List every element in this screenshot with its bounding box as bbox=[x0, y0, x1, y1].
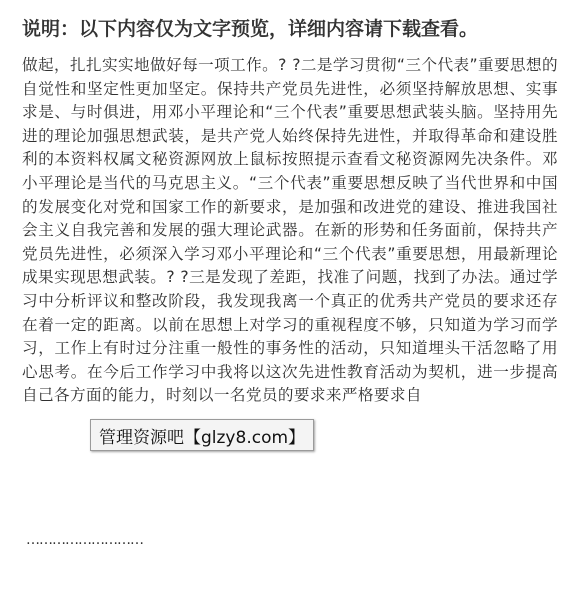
watermark-text: 管理资源吧【glzy8.com】 bbox=[99, 427, 306, 448]
continuation-ellipsis: ……………………… bbox=[26, 532, 143, 548]
watermark-stamp bbox=[90, 419, 314, 451]
document-body-text: 做起，扎扎实实地做好每一项工作。? ?二是学习贯彻“三个代表”重要思想的自觉性和坚定性更加坚定。保持共产党员先进性，必须坚持解放思想、实事求是、与时俱进，用邓小平理论和“三个代表”重要思想武装头脑。坚持用先进的理论加强思想武装，是共产党人始终保持先进性，并取得革命和建设胜利的本资料权属文秘资源网放上鼠标按照提示查看文秘资源网先决条件。邓小平理论是当代的马克思主义。“三个代表”重要思想反映了当代世界和中国的发展变化对党和国家工作的新要求，是加强和改进党的建设、推进我国社会主义自我完善和发展的强大理论武器。在新的形势和任务面前，保持共产党员先进性，必须深入学习邓小平理论和“三个代表”重要思想，用最新理论成果实现思想武装。? ?三是发现了差距，找准了问题，找到了办法。通过学习中分析评议和整改阶段，我发现我离一个真正的优秀共产党员的要求还存在着一定的距离。以前在思想上对学习的重视程度不够，只知道为学习而学习，工作上有时过分注重一般性的事务性的活动，只知道埋头干活忽略了用心思考。在今后工作学习中我将以这次先进性教育活动为契机，进一步提高自己各方面的能力，时刻以一名党员的要求来严格要求自 bbox=[22, 56, 558, 405]
preview-notice: 说明：以下内容仅为文字预览，详细内容请下载查看。 bbox=[22, 18, 479, 40]
